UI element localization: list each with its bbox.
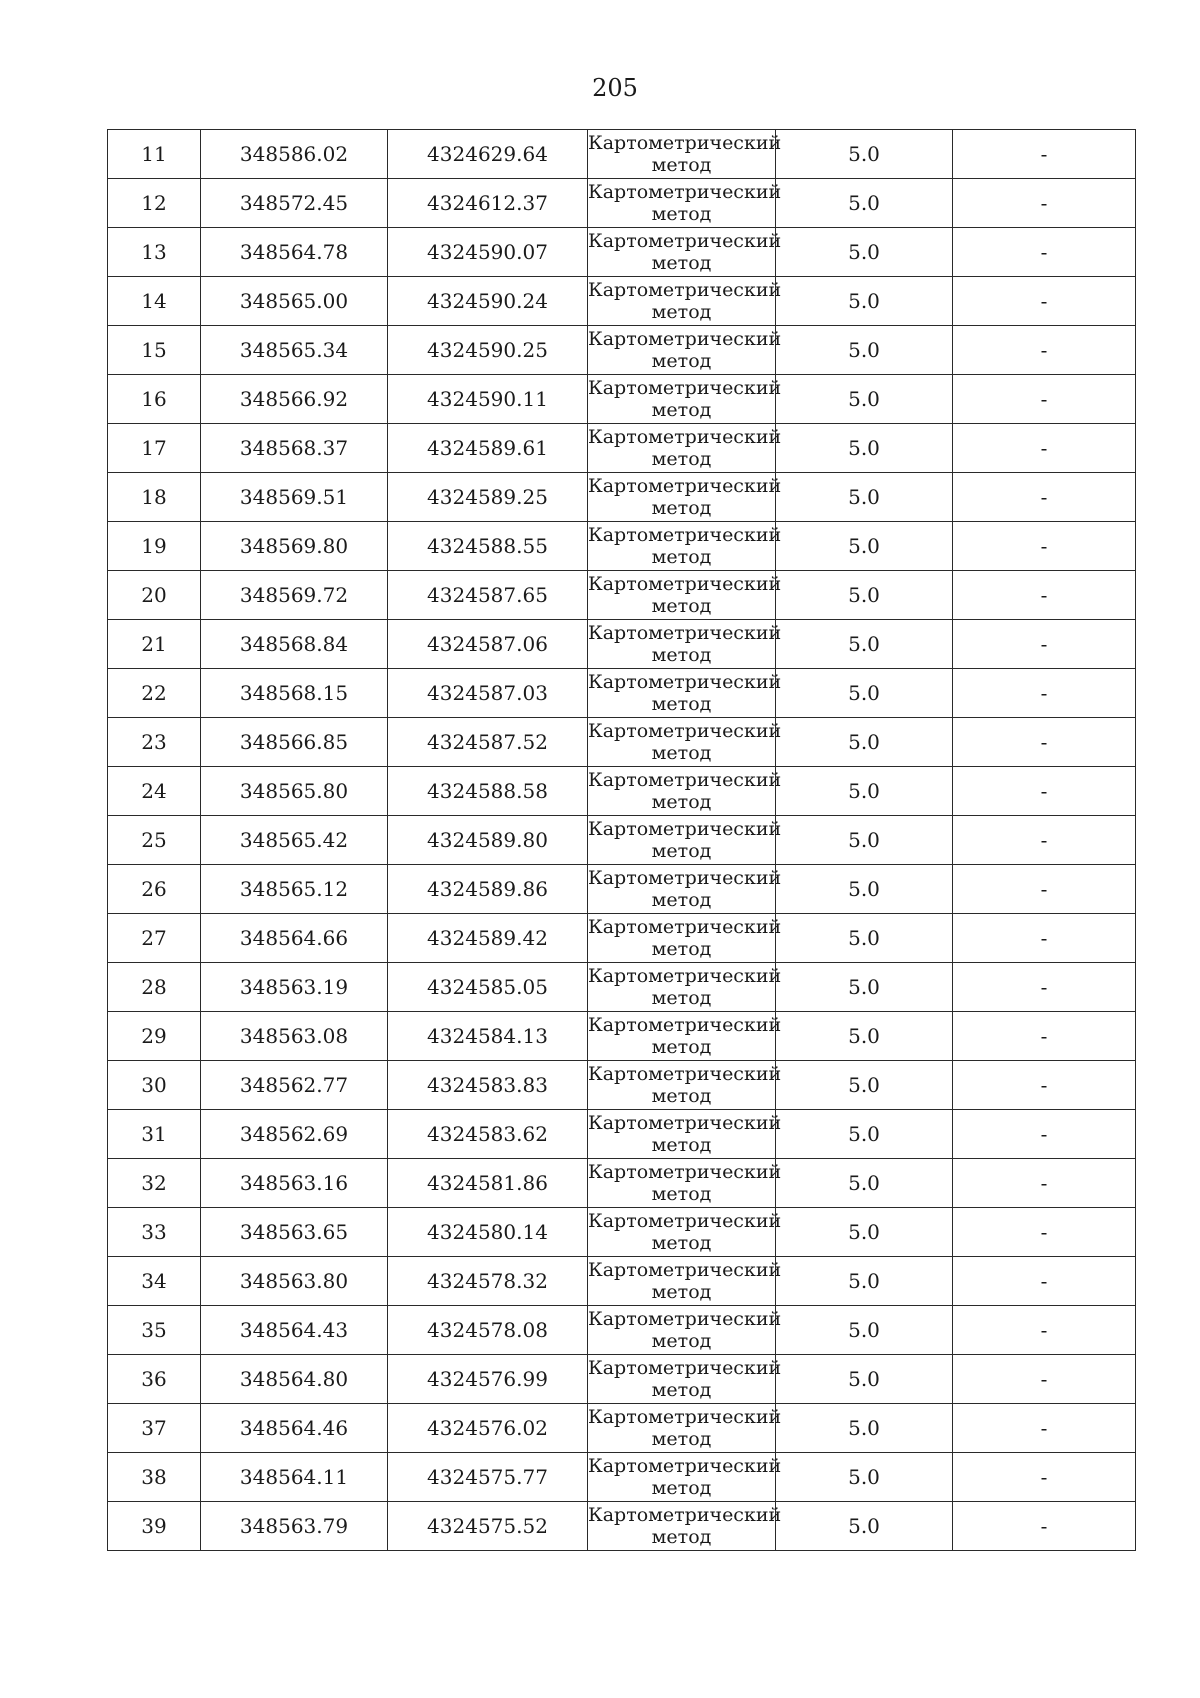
table-row	[108, 1257, 1136, 1306]
method-line-1: Картометрический	[588, 671, 782, 693]
method-cell	[588, 1257, 782, 1306]
method-line-2: метод	[651, 1232, 712, 1254]
coordinates-table	[107, 129, 1136, 1551]
method-line-1: Картометрический	[588, 916, 782, 938]
method-line-2: метод	[651, 889, 712, 911]
method-line-2: метод	[651, 1036, 712, 1058]
method-line-2: метод	[651, 693, 712, 715]
method-line-1: Картометрический	[588, 1112, 782, 1134]
method-cell	[588, 424, 782, 473]
note-cell: -	[953, 963, 1136, 1012]
method-line-2: метод	[651, 154, 712, 176]
method-line-2: метод	[651, 595, 712, 617]
y-coordinate-cell: 4324576.99	[388, 1355, 588, 1404]
table-row	[108, 130, 1136, 179]
method-line-1: Картометрический	[588, 622, 782, 644]
method-line-2: метод	[651, 1134, 712, 1156]
table-row	[108, 963, 1136, 1012]
method-cell	[588, 130, 782, 179]
method-line-2: метод	[651, 791, 712, 813]
point-number-cell: 18	[108, 473, 201, 522]
method-line-1: Картометрический	[588, 132, 782, 154]
x-coordinate-cell: 348568.84	[201, 620, 388, 669]
accuracy-cell: 5.0	[776, 375, 953, 424]
y-coordinate-cell: 4324588.58	[388, 767, 588, 816]
note-cell: -	[953, 620, 1136, 669]
table-row	[108, 816, 1136, 865]
x-coordinate-cell: 348563.16	[201, 1159, 388, 1208]
note-cell: -	[953, 816, 1136, 865]
method-cell	[588, 277, 782, 326]
accuracy-cell: 5.0	[776, 571, 953, 620]
y-coordinate-cell: 4324584.13	[388, 1012, 588, 1061]
point-number-cell: 34	[108, 1257, 201, 1306]
method-line-1: Картометрический	[588, 1161, 782, 1183]
point-number-cell: 16	[108, 375, 201, 424]
point-number-cell: 15	[108, 326, 201, 375]
x-coordinate-cell: 348563.19	[201, 963, 388, 1012]
method-line-2: метод	[651, 350, 712, 372]
point-number-cell: 38	[108, 1453, 201, 1502]
note-cell: -	[953, 1502, 1136, 1551]
x-coordinate-cell: 348565.42	[201, 816, 388, 865]
method-line-2: метод	[651, 938, 712, 960]
x-coordinate-cell: 348563.65	[201, 1208, 388, 1257]
point-number-cell: 37	[108, 1404, 201, 1453]
method-line-2: метод	[651, 742, 712, 764]
method-cell	[588, 767, 782, 816]
x-coordinate-cell: 348586.02	[201, 130, 388, 179]
table-row	[108, 1404, 1136, 1453]
method-line-1: Картометрический	[588, 573, 782, 595]
point-number-cell: 11	[108, 130, 201, 179]
x-coordinate-cell: 348566.92	[201, 375, 388, 424]
accuracy-cell: 5.0	[776, 522, 953, 571]
x-coordinate-cell: 348564.11	[201, 1453, 388, 1502]
note-cell: -	[953, 179, 1136, 228]
accuracy-cell: 5.0	[776, 1257, 953, 1306]
method-cell	[588, 1012, 782, 1061]
note-cell: -	[953, 1404, 1136, 1453]
method-line-2: метод	[651, 1379, 712, 1401]
method-line-1: Картометрический	[588, 426, 782, 448]
y-coordinate-cell: 4324589.42	[388, 914, 588, 963]
note-cell: -	[953, 375, 1136, 424]
method-line-1: Картометрический	[588, 1014, 782, 1036]
y-coordinate-cell: 4324583.62	[388, 1110, 588, 1159]
point-number-cell: 39	[108, 1502, 201, 1551]
method-line-1: Картометрический	[588, 1210, 782, 1232]
method-line-1: Картометрический	[588, 720, 782, 742]
note-cell: -	[953, 228, 1136, 277]
point-number-cell: 26	[108, 865, 201, 914]
note-cell: -	[953, 1453, 1136, 1502]
method-line-1: Картометрический	[588, 181, 782, 203]
y-coordinate-cell: 4324587.52	[388, 718, 588, 767]
method-cell	[588, 669, 782, 718]
method-line-1: Картометрический	[588, 965, 782, 987]
method-line-2: метод	[651, 1526, 712, 1548]
table-row	[108, 914, 1136, 963]
x-coordinate-cell: 348569.72	[201, 571, 388, 620]
method-line-2: метод	[651, 1085, 712, 1107]
method-line-1: Картометрический	[588, 524, 782, 546]
table-row	[108, 1159, 1136, 1208]
point-number-cell: 31	[108, 1110, 201, 1159]
method-line-1: Картометрический	[588, 867, 782, 889]
y-coordinate-cell: 4324590.25	[388, 326, 588, 375]
y-coordinate-cell: 4324585.05	[388, 963, 588, 1012]
table-body	[108, 130, 1136, 1551]
method-line-2: метод	[651, 252, 712, 274]
y-coordinate-cell: 4324588.55	[388, 522, 588, 571]
note-cell: -	[953, 669, 1136, 718]
method-cell	[588, 718, 782, 767]
table-row	[108, 669, 1136, 718]
accuracy-cell: 5.0	[776, 1355, 953, 1404]
accuracy-cell: 5.0	[776, 669, 953, 718]
table-row	[108, 767, 1136, 816]
page-number: 205	[592, 74, 638, 102]
method-cell	[588, 1208, 782, 1257]
note-cell: -	[953, 1159, 1136, 1208]
x-coordinate-cell: 348563.79	[201, 1502, 388, 1551]
table-row	[108, 1306, 1136, 1355]
method-cell	[588, 1061, 782, 1110]
method-line-2: метод	[651, 1183, 712, 1205]
x-coordinate-cell: 348566.85	[201, 718, 388, 767]
method-cell	[588, 1159, 782, 1208]
method-line-1: Картометрический	[588, 769, 782, 791]
note-cell: -	[953, 1208, 1136, 1257]
point-number-cell: 22	[108, 669, 201, 718]
note-cell: -	[953, 522, 1136, 571]
note-cell: -	[953, 571, 1136, 620]
method-line-2: метод	[651, 1477, 712, 1499]
method-cell	[588, 914, 782, 963]
accuracy-cell: 5.0	[776, 865, 953, 914]
method-line-1: Картометрический	[588, 1308, 782, 1330]
y-coordinate-cell: 4324589.61	[388, 424, 588, 473]
table-row	[108, 620, 1136, 669]
note-cell: -	[953, 767, 1136, 816]
accuracy-cell: 5.0	[776, 1306, 953, 1355]
x-coordinate-cell: 348572.45	[201, 179, 388, 228]
accuracy-cell: 5.0	[776, 326, 953, 375]
method-cell	[588, 228, 782, 277]
y-coordinate-cell: 4324583.83	[388, 1061, 588, 1110]
x-coordinate-cell: 348564.66	[201, 914, 388, 963]
method-cell	[588, 1404, 782, 1453]
accuracy-cell: 5.0	[776, 963, 953, 1012]
accuracy-cell: 5.0	[776, 620, 953, 669]
method-line-1: Картометрический	[588, 1357, 782, 1379]
accuracy-cell: 5.0	[776, 1159, 953, 1208]
method-line-1: Картометрический	[588, 475, 782, 497]
point-number-cell: 25	[108, 816, 201, 865]
method-cell	[588, 1453, 782, 1502]
x-coordinate-cell: 348564.43	[201, 1306, 388, 1355]
table-row	[108, 1453, 1136, 1502]
note-cell: -	[953, 130, 1136, 179]
point-number-cell: 12	[108, 179, 201, 228]
method-line-2: метод	[651, 546, 712, 568]
table-row	[108, 1355, 1136, 1404]
table-row	[108, 228, 1136, 277]
method-cell	[588, 326, 782, 375]
note-cell: -	[953, 865, 1136, 914]
y-coordinate-cell: 4324612.37	[388, 179, 588, 228]
table-row	[108, 571, 1136, 620]
method-line-1: Картометрический	[588, 230, 782, 252]
note-cell: -	[953, 914, 1136, 963]
point-number-cell: 36	[108, 1355, 201, 1404]
x-coordinate-cell: 348569.80	[201, 522, 388, 571]
x-coordinate-cell: 348563.08	[201, 1012, 388, 1061]
note-cell: -	[953, 1110, 1136, 1159]
accuracy-cell: 5.0	[776, 767, 953, 816]
method-cell	[588, 865, 782, 914]
y-coordinate-cell: 4324589.86	[388, 865, 588, 914]
y-coordinate-cell: 4324578.08	[388, 1306, 588, 1355]
y-coordinate-cell: 4324575.52	[388, 1502, 588, 1551]
y-coordinate-cell: 4324590.24	[388, 277, 588, 326]
point-number-cell: 27	[108, 914, 201, 963]
y-coordinate-cell: 4324580.14	[388, 1208, 588, 1257]
method-line-2: метод	[651, 497, 712, 519]
accuracy-cell: 5.0	[776, 718, 953, 767]
y-coordinate-cell: 4324587.03	[388, 669, 588, 718]
accuracy-cell: 5.0	[776, 130, 953, 179]
method-cell	[588, 179, 782, 228]
accuracy-cell: 5.0	[776, 914, 953, 963]
method-cell	[588, 1502, 782, 1551]
note-cell: -	[953, 1306, 1136, 1355]
method-cell	[588, 473, 782, 522]
method-line-1: Картометрический	[588, 328, 782, 350]
x-coordinate-cell: 348565.12	[201, 865, 388, 914]
point-number-cell: 19	[108, 522, 201, 571]
note-cell: -	[953, 1257, 1136, 1306]
x-coordinate-cell: 348568.15	[201, 669, 388, 718]
accuracy-cell: 5.0	[776, 473, 953, 522]
method-line-1: Картометрический	[588, 1406, 782, 1428]
table-row	[108, 424, 1136, 473]
note-cell: -	[953, 718, 1136, 767]
accuracy-cell: 5.0	[776, 1208, 953, 1257]
point-number-cell: 14	[108, 277, 201, 326]
x-coordinate-cell: 348563.80	[201, 1257, 388, 1306]
table-row	[108, 1012, 1136, 1061]
method-cell	[588, 375, 782, 424]
table-row	[108, 326, 1136, 375]
point-number-cell: 23	[108, 718, 201, 767]
x-coordinate-cell: 348565.00	[201, 277, 388, 326]
method-cell	[588, 571, 782, 620]
table-row	[108, 1208, 1136, 1257]
note-cell: -	[953, 1355, 1136, 1404]
x-coordinate-cell: 348565.80	[201, 767, 388, 816]
method-line-2: метод	[651, 301, 712, 323]
y-coordinate-cell: 4324629.64	[388, 130, 588, 179]
method-line-2: метод	[651, 840, 712, 862]
note-cell: -	[953, 424, 1136, 473]
y-coordinate-cell: 4324590.07	[388, 228, 588, 277]
method-line-2: метод	[651, 644, 712, 666]
accuracy-cell: 5.0	[776, 1110, 953, 1159]
accuracy-cell: 5.0	[776, 179, 953, 228]
x-coordinate-cell: 348562.69	[201, 1110, 388, 1159]
point-number-cell: 21	[108, 620, 201, 669]
y-coordinate-cell: 4324587.06	[388, 620, 588, 669]
table-row	[108, 473, 1136, 522]
method-line-2: метод	[651, 1330, 712, 1352]
accuracy-cell: 5.0	[776, 1404, 953, 1453]
accuracy-cell: 5.0	[776, 277, 953, 326]
y-coordinate-cell: 4324575.77	[388, 1453, 588, 1502]
note-cell: -	[953, 1061, 1136, 1110]
y-coordinate-cell: 4324590.11	[388, 375, 588, 424]
point-number-cell: 20	[108, 571, 201, 620]
point-number-cell: 33	[108, 1208, 201, 1257]
method-line-2: метод	[651, 1281, 712, 1303]
x-coordinate-cell: 348564.80	[201, 1355, 388, 1404]
point-number-cell: 17	[108, 424, 201, 473]
method-line-1: Картометрический	[588, 1259, 782, 1281]
x-coordinate-cell: 348569.51	[201, 473, 388, 522]
x-coordinate-cell: 348568.37	[201, 424, 388, 473]
accuracy-cell: 5.0	[776, 1502, 953, 1551]
y-coordinate-cell: 4324578.32	[388, 1257, 588, 1306]
x-coordinate-cell: 348562.77	[201, 1061, 388, 1110]
x-coordinate-cell: 348564.78	[201, 228, 388, 277]
method-line-1: Картометрический	[588, 1063, 782, 1085]
y-coordinate-cell: 4324581.86	[388, 1159, 588, 1208]
point-number-cell: 30	[108, 1061, 201, 1110]
point-number-cell: 28	[108, 963, 201, 1012]
method-line-1: Картометрический	[588, 818, 782, 840]
accuracy-cell: 5.0	[776, 228, 953, 277]
method-line-1: Картометрический	[588, 377, 782, 399]
method-line-2: метод	[651, 399, 712, 421]
y-coordinate-cell: 4324589.80	[388, 816, 588, 865]
x-coordinate-cell: 348564.46	[201, 1404, 388, 1453]
point-number-cell: 32	[108, 1159, 201, 1208]
method-line-2: метод	[651, 987, 712, 1009]
accuracy-cell: 5.0	[776, 424, 953, 473]
table-row	[108, 375, 1136, 424]
table-row	[108, 179, 1136, 228]
accuracy-cell: 5.0	[776, 816, 953, 865]
table-row	[108, 522, 1136, 571]
method-line-1: Картометрический	[588, 1504, 782, 1526]
method-cell	[588, 620, 782, 669]
accuracy-cell: 5.0	[776, 1453, 953, 1502]
note-cell: -	[953, 277, 1136, 326]
method-line-2: метод	[651, 1428, 712, 1450]
note-cell: -	[953, 473, 1136, 522]
table-row	[108, 1502, 1136, 1551]
y-coordinate-cell: 4324587.65	[388, 571, 588, 620]
method-line-2: метод	[651, 203, 712, 225]
method-line-1: Картометрический	[588, 1455, 782, 1477]
y-coordinate-cell: 4324589.25	[388, 473, 588, 522]
method-cell	[588, 963, 782, 1012]
point-number-cell: 29	[108, 1012, 201, 1061]
table-row	[108, 1061, 1136, 1110]
x-coordinate-cell: 348565.34	[201, 326, 388, 375]
note-cell: -	[953, 1012, 1136, 1061]
method-cell	[588, 522, 782, 571]
point-number-cell: 35	[108, 1306, 201, 1355]
method-line-1: Картометрический	[588, 279, 782, 301]
point-number-cell: 24	[108, 767, 201, 816]
method-cell	[588, 1110, 782, 1159]
point-number-cell: 13	[108, 228, 201, 277]
note-cell: -	[953, 326, 1136, 375]
method-line-2: метод	[651, 448, 712, 470]
method-cell	[588, 816, 782, 865]
accuracy-cell: 5.0	[776, 1012, 953, 1061]
table-row	[108, 718, 1136, 767]
table-row	[108, 277, 1136, 326]
method-cell	[588, 1306, 782, 1355]
table-row	[108, 865, 1136, 914]
y-coordinate-cell: 4324576.02	[388, 1404, 588, 1453]
method-cell	[588, 1355, 782, 1404]
table-row	[108, 1110, 1136, 1159]
accuracy-cell: 5.0	[776, 1061, 953, 1110]
